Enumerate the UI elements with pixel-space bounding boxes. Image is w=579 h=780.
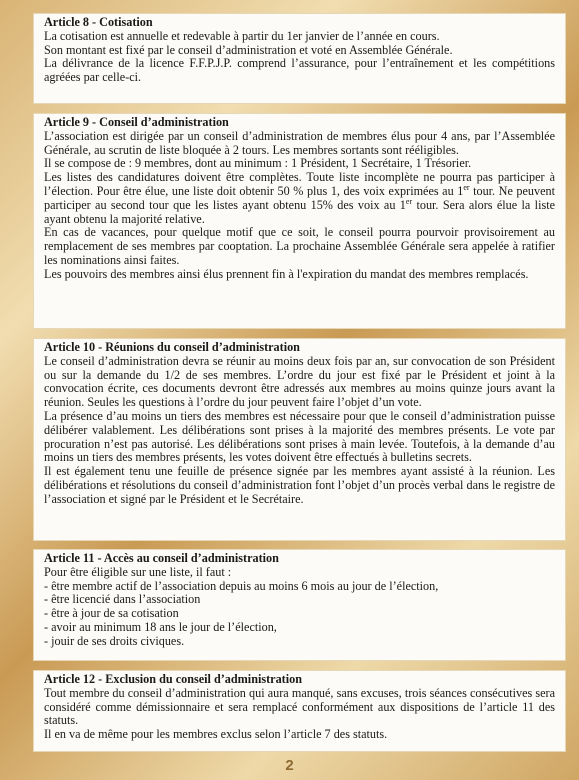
text-segment: tour. Ne peuvent participer au second tour que les listes ayant obtenu 15% des voix au 1: [44, 183, 556, 212]
article-paragraph: Pour être éligible sur une liste, il faut :: [44, 564, 232, 579]
article-paragraph: La délivrance de la licence F.F.P.J.P. comprend l’assurance, pour l’entraînement et les compétitions agréées par celle-ci.: [44, 56, 555, 85]
article-paragraph-rounds: [44, 171, 555, 226]
article-paragraph: Il en va de même pour les membres exclus selon l’article 7 des statuts.: [44, 727, 388, 742]
article-10-box: [33, 338, 566, 541]
list-item: - jouir de ses droits civiques.: [44, 633, 185, 648]
list-item: - être à jour de sa cotisation: [44, 606, 179, 621]
list-item: - être licencié dans l’association: [44, 592, 201, 607]
article-title: Article 8 - Cotisation: [44, 15, 153, 29]
article-paragraph: En cas de vacances, pour quelque motif que ce soit, le conseil pourra pourvoir provisoirement au remplacement de ses membres par cooptation. La prochaine Assemblée Générale sera appelée à ratifier les nominations ainsi faites.: [44, 225, 555, 267]
article-paragraph: Tout membre du conseil d’administration qui aura manqué, sans excuses, trois séances consécutives sera considéré comme démissionnaire et sera remplacé conformément aux dispositions de l’article 11 des statuts.: [44, 685, 555, 728]
article-paragraph: Son montant est fixé par le conseil d’administration et voté en Assemblée Générale.: [44, 42, 453, 57]
article-8-box: [33, 13, 566, 104]
page-number: 2: [285, 757, 294, 774]
article-title: Article 11 - Accès au conseil d’administration: [44, 551, 279, 565]
article-paragraph: La cotisation est annuelle et redevable à partir du 1er janvier de l’année en cours.: [44, 28, 440, 43]
article-title: Article 10 - Réunions du conseil d’administration: [44, 340, 300, 354]
list-item: - avoir au minimum 18 ans le jour de l’élection,: [44, 619, 277, 634]
ordinal-suffix: er: [463, 182, 470, 192]
article-title: Article 12 - Exclusion du conseil d’administration: [44, 672, 302, 686]
article-paragraph: Les pouvoirs des membres ainsi élus prennent fin à l'expiration du mandat des membres remplacés.: [44, 266, 529, 281]
article-paragraph: Le conseil d’administration devra se réunir au moins deux fois par an, sur convocation de son Président ou sur la demande du 1/2 de ses membres. L’ordre du jour est fixé par le Président et joint à la convocation écrite, ces documents devront être adressés aux membres au moins quinze jours avant la réunion. Seules les questions à l’ordre du jour peuvent faire l’objet d’un vote.: [44, 353, 555, 410]
text-segment: Les listes des candidatures doivent être complètes. Toute liste incomplète ne pourra pas participer à l’élection. Pour être élue, une liste doit obtenir 50 % plus 1, des voix exprimées au 1: [44, 170, 555, 198]
article-paragraph: Il est également tenu une feuille de présence signée par les membres ayant assisté à la réunion. Les délibérations et résolutions du conseil d’administration font l’objet d’un procès verbal dans le registre de l’association et signé par le Président et le Secrétaire.: [44, 464, 555, 506]
article-12-box: [33, 670, 566, 752]
text-segment: tour. Sera alors élue la liste ayant obtenu la majorité relative.: [44, 197, 555, 226]
ordinal-suffix: er: [405, 196, 413, 206]
article-9-box: [33, 113, 566, 329]
article-paragraph: La présence d’au moins un tiers des membres est nécessaire pour que le conseil d’administration puisse délibérer valablement. Les délibérations sont prises à la majorité des membres présents. Le vote par procuration n’est pas autorisé. Les délibérations sont prises à main levée. Toutefois, à la demande d’au moins un tiers des membres présents, les votes doivent être effectués à bulletins secrets.: [44, 408, 555, 465]
article-11-box: [33, 549, 566, 661]
article-paragraph: L’association est dirigée par un conseil d’administration de membres élus pour 4 ans, par l’Assemblée Générale, au scrutin de liste bloquée à 2 tours. Les membres sortants sont rééligibles.: [44, 128, 555, 157]
list-item: - être membre actif de l’association depuis au moins 6 mois au jour de l’élection,: [44, 578, 439, 593]
article-title: Article 9 - Conseil d’administration: [44, 115, 229, 129]
article-paragraph: Il se compose de : 9 membres, dont au minimum : 1 Président, 1 Secrétaire, 1 Trésorier.: [44, 156, 472, 171]
